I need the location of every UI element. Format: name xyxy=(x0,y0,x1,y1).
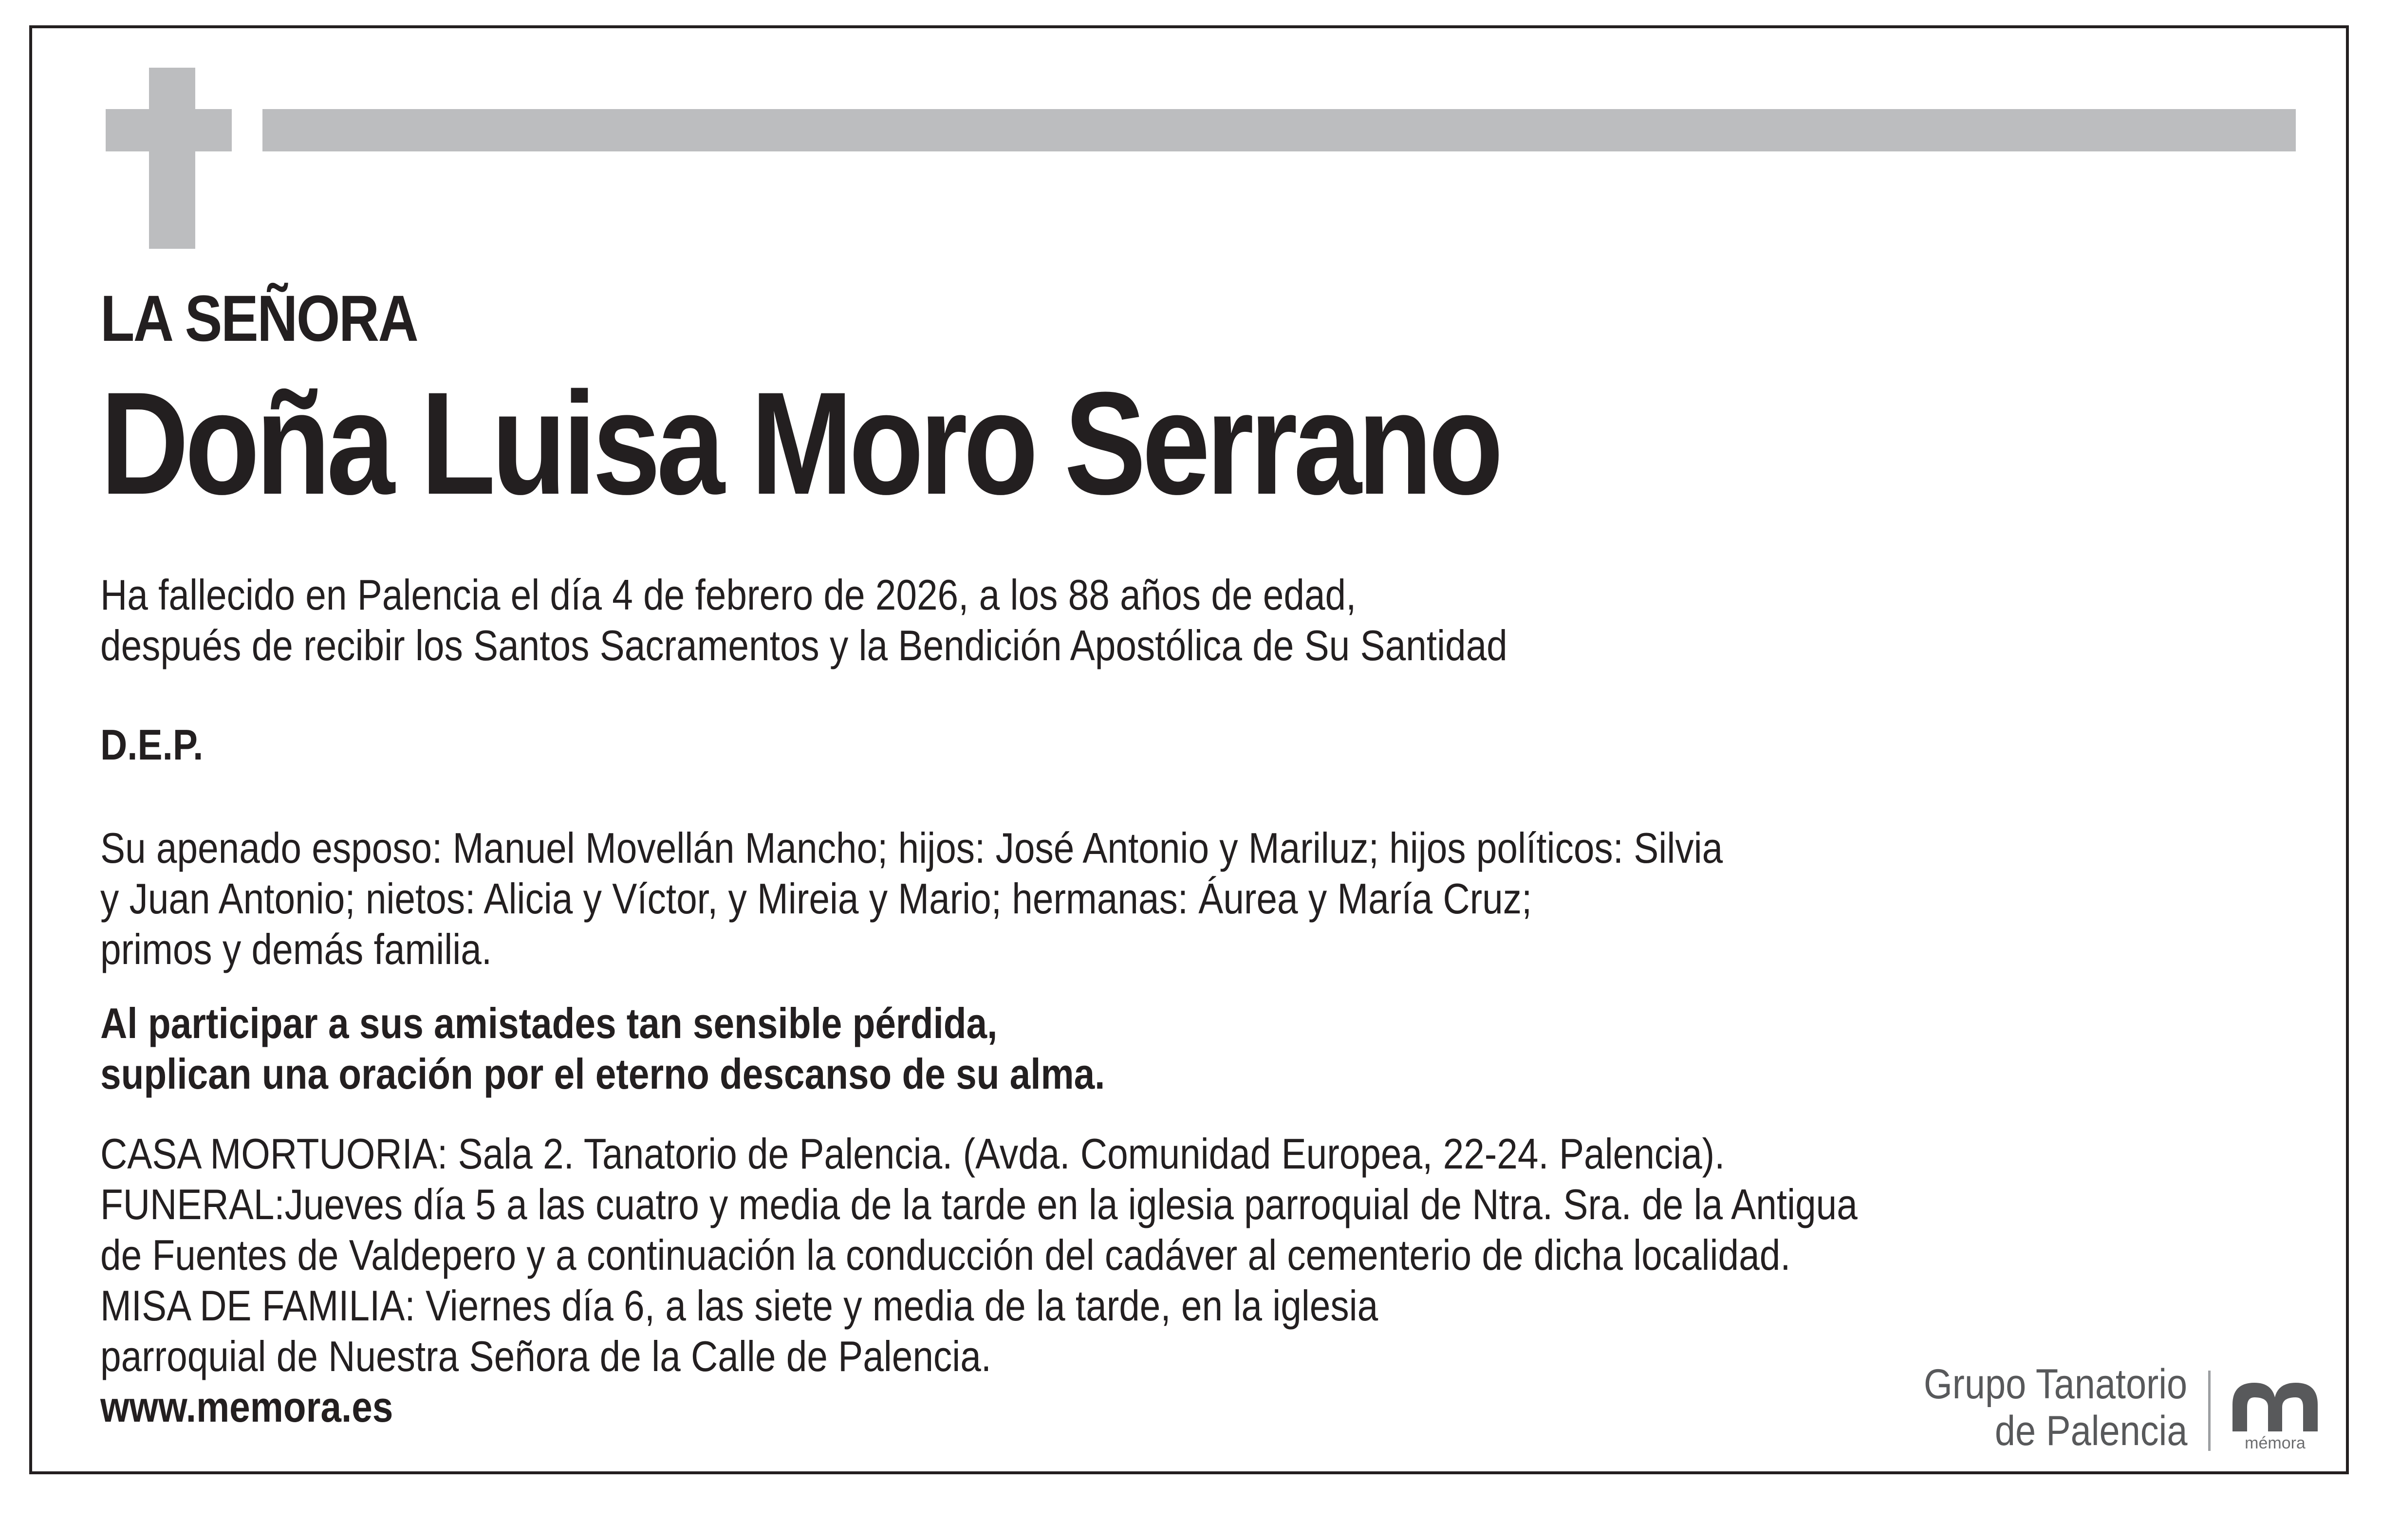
family-line: y Juan Antonio; nietos: Alicia y Víctor, y Mireia y Mario; hermanas: Áurea y María Cruz; xyxy=(100,874,1532,923)
ceremony-line: MISA DE FAMILIA: Viernes día 6, a las siete y media de la tarde, en la iglesia xyxy=(100,1281,1378,1330)
deceased-name: Doña Luisa Moro Serrano xyxy=(100,361,1500,525)
website-link[interactable]: www.memora.es xyxy=(100,1383,393,1431)
death-line: Ha fallecido en Palencia el día 4 de febrero de 2026, a los 88 años de edad, xyxy=(100,571,1357,619)
family-line: Su apenado esposo: Manuel Movellán Mancho; hijos: José Antonio y Mariluz; hijos políticos: Silvia xyxy=(100,824,1723,872)
cross-icon xyxy=(149,68,195,249)
prayer-line: Al participar a sus amistades tan sensible pérdida, xyxy=(100,999,998,1047)
logo-line-2: de Palencia xyxy=(1994,1408,2187,1454)
cross-icon-arm xyxy=(106,109,232,151)
logo-line-1: Grupo Tanatorio xyxy=(1923,1361,2187,1408)
ceremony-line: FUNERAL:Jueves día 5 a las cuatro y media de la tarde en la iglesia parroquial de Ntra. Sra. de la Antigua xyxy=(100,1180,1858,1228)
header-bar xyxy=(262,109,2296,151)
ceremony-line: parroquial de Nuestra Señora de la Calle de Palencia. xyxy=(100,1332,992,1380)
family-line: primos y demás familia. xyxy=(100,925,492,973)
ceremony-line: CASA MORTUORIA: Sala 2. Tanatorio de Palencia. (Avda. Comunidad Europea, 22-24. Palencia). xyxy=(100,1130,1725,1178)
rip-text: D.E.P. xyxy=(100,721,204,769)
death-line: después de recibir los Santos Sacramentos y la Bendición Apostólica de Su Santidad xyxy=(100,621,1507,669)
logo-separator xyxy=(2208,1371,2211,1451)
honorific-title: LA SEÑORA xyxy=(100,282,418,355)
ceremony-line: de Fuentes de Valdepero y a continuación la conducción del cadáver al cementerio de dicha localidad. xyxy=(100,1231,1791,1279)
logo-brand: mémora xyxy=(2245,1434,2306,1452)
prayer-line: suplican una oración por el eterno descanso de su alma. xyxy=(100,1050,1105,1098)
